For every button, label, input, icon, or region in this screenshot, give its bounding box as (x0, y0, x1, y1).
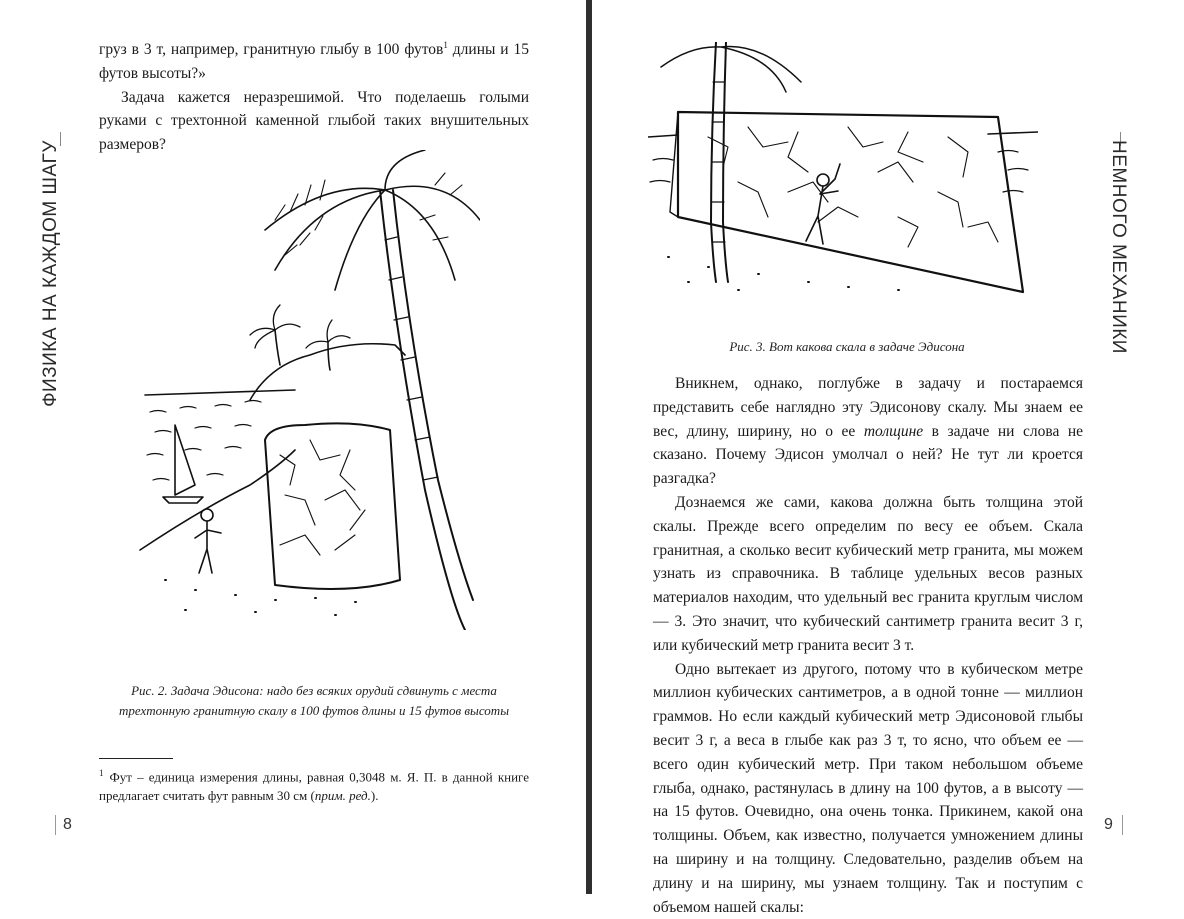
figure-2-caption: Рис. 2. Задача Эдисона: надо без всяких орудий сдвинуть с места трехтонную гранитную скалу в 100 футов длины и 15 футов высоты (119, 683, 509, 718)
left-running-title: ФИЗИКА НА КАЖДОМ ШАГУ (40, 140, 61, 407)
footnote-rule (99, 758, 173, 759)
left-page-number: 8 (63, 816, 72, 833)
footnote-text: Фут – единица измерения длины, равная 0,3048 м. Я. П. в данной книге предлагает считать фут равным 30 см ( (99, 769, 529, 804)
right-paragraph-1 (653, 372, 1083, 491)
figure-3-caption: Рис. 3. Вот какова скала в задаче Эдисона (729, 339, 965, 354)
right-paragraph-1-start: Вникнем, однако, поглубже в задачу и постараемся представить себе наглядно эту Эдисонову скалу. Мы знаем ее вес, длину, ширину, но о ее (653, 375, 1083, 440)
left-paragraph-1 (99, 38, 529, 86)
right-folio-rule (1122, 815, 1123, 835)
left-paragraph-1-text: груз в 3 т, например, гранитную глыбу в 100 футов (99, 41, 444, 58)
figure-2-illustration (135, 150, 480, 630)
footnote-number: 1 (99, 768, 104, 778)
right-page-number: 9 (1104, 816, 1113, 833)
right-paragraph-3: Одно вытекает из другого, потому что в кубическом метре миллион кубических сантиметров, а в одной тонне — миллион граммов. Но если каждый кубический метр Эдисоновой глыбы весит 3 г, а веса в глыбе как раз 3 т, то ясно, что объем ее — всего один кубический метр. При таком небольшом объеме глыба, однако, растянулась в длину на 100 футов, а в высоту — на 15 футов. Очевидно, она очень тонка. Прикинем, какой она толщины. Объем, как известно, получается умножением длины на ширину и на толщину. Следовательно, разделив объем на длину и на ширину, мы узнаем толщину. Так и поступим с объемом нашей скалы: (653, 660, 1083, 916)
footnote-marker[interactable]: 1 (443, 39, 448, 50)
footnote-editor-note: прим. ред. (314, 788, 371, 804)
left-body-text (99, 38, 529, 157)
right-paragraph-1-end: в задаче ни слова не сказано. Почему Эдисон умолчал о ней? Не тут ли кроется разгадка? (653, 422, 1084, 488)
right-body-text (653, 372, 1083, 919)
left-paragraph-2: Задача кажется неразрешимой. Что поделаешь голыми руками с трехтонной каменной глыбой таких внушительных размеров? (99, 88, 529, 154)
right-running-title: НЕМНОГО МЕХАНИКИ (1108, 140, 1129, 354)
figure-3-illustration (648, 42, 1038, 300)
right-paragraph-2: Дознаемся же сами, какова должна быть толщина этой скалы. Прежде всего определим по весу ее объем. Скала гранитная, а сколько весит кубический метр гранита, мы можем узнать из справочника. В таблице удельных весов разных материалов находим, что удельный вес гранита круглым числом — 3. Это значит, что кубический сантиметр гранита весит 3 г, или кубический метр гранита весит 3 т. (653, 493, 1083, 654)
left-paragraph-1-end: длины и 15 футов высоты?» (99, 41, 530, 82)
footnote-text-end: ). (370, 788, 379, 804)
footnote (99, 764, 529, 805)
right-paragraph-1-italic: толщине (863, 422, 924, 440)
folio-rule (55, 815, 56, 835)
left-page (0, 0, 586, 894)
